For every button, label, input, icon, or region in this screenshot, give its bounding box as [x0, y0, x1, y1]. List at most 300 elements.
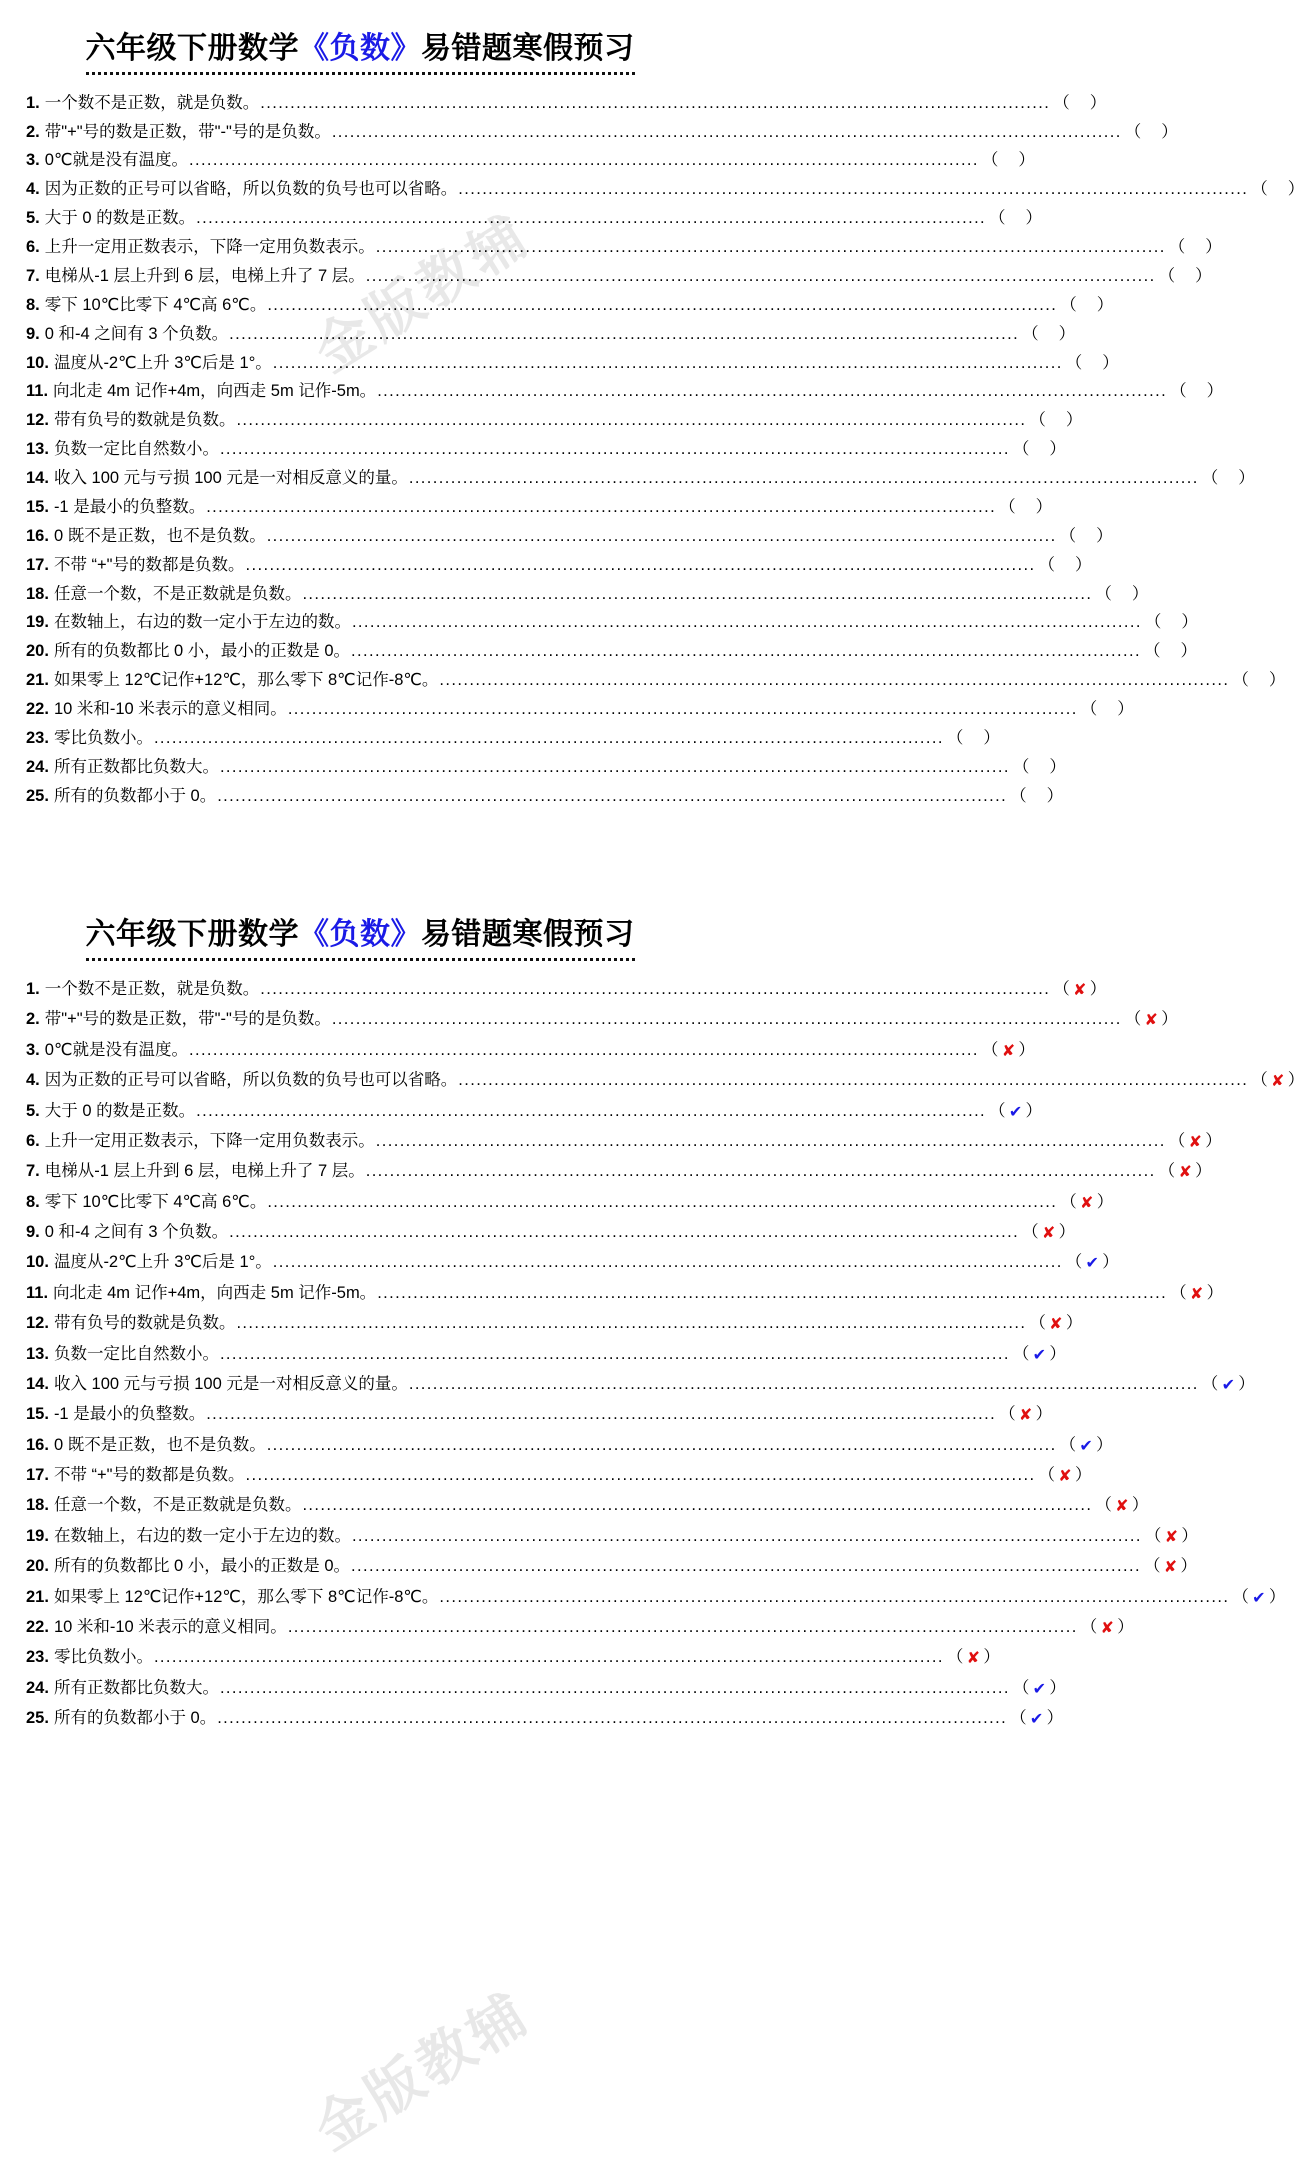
question-row [26, 1400, 1053, 1430]
paren-right: ） [1018, 151, 1035, 170]
paren-right: ） [1058, 324, 1076, 343]
question-text: 一个数不是正数，就是负数。 [44, 93, 260, 112]
question-text: 一个数不是正数，就是负数。 [44, 980, 260, 999]
paren-right: ） [1096, 526, 1113, 545]
title-prefix: 六年级下册数学 [85, 918, 299, 952]
question-row [26, 464, 1255, 493]
paren-left: （ [1201, 469, 1219, 488]
leader-dots [409, 1376, 1199, 1392]
check-icon: ✔ [1252, 1589, 1266, 1607]
paren-right: ） [1074, 555, 1092, 574]
paren-right: ） [1180, 642, 1197, 661]
question-row [26, 1704, 1064, 1734]
question-list-blank [26, 89, 1304, 811]
question-number: 23. [26, 1648, 49, 1667]
leader-dots [439, 672, 1229, 688]
paren-right: ） [1117, 700, 1134, 719]
answer-box-filled[interactable] [946, 1648, 1000, 1668]
answer-box-filled[interactable] [1038, 1466, 1092, 1486]
paren-right: ） [1206, 382, 1224, 401]
leader-dots [189, 1042, 979, 1058]
paren-left: （ [1095, 584, 1112, 603]
question-text: 所有的负数都小于 0。 [53, 786, 217, 805]
question-row [26, 1309, 1083, 1339]
paren-left: （ [1012, 1344, 1030, 1363]
check-icon: ✔ [1085, 1255, 1099, 1273]
answer-box-blank[interactable] [1080, 700, 1134, 719]
answer-box-blank[interactable] [1010, 786, 1064, 805]
leader-dots [236, 412, 1026, 428]
paren-right: ） [1049, 440, 1066, 459]
question-number: 25. [26, 1709, 49, 1728]
answer-box-blank[interactable] [1170, 382, 1224, 401]
leader-dots [236, 1315, 1026, 1331]
question-row [26, 348, 1119, 377]
question-text: 10 米和-10 米表示的意义相同。 [53, 700, 287, 719]
question-text: 收入 100 元与亏损 100 元是一对相反意义的量。 [53, 1374, 408, 1393]
answer-box-filled[interactable] [1251, 1071, 1304, 1091]
paren-right: ） [1205, 238, 1222, 257]
paren-right: ） [1238, 469, 1255, 488]
paren-right: ） [1181, 1526, 1198, 1545]
answer-box-filled[interactable] [1060, 1192, 1114, 1212]
question-text: 因为正数的正号可以省略，所以负数的负号也可以省略。 [44, 1071, 458, 1090]
cross-icon: ✘ [1189, 1285, 1204, 1303]
question-text: 负数一定比自然数小。 [53, 440, 219, 459]
cross-icon: ✘ [1072, 982, 1087, 1000]
paren-right: ） [1025, 209, 1043, 228]
paren-right: ） [1035, 497, 1053, 516]
question-text: 带有负号的数就是负数。 [53, 1314, 236, 1333]
paren-left: （ [1022, 1223, 1039, 1242]
question-text: 向北走 4m 记作+4m，向西走 5m 记作-5m。 [53, 382, 377, 401]
paren-left: （ [989, 1101, 1006, 1120]
question-row [26, 1491, 1149, 1521]
question-number: 13. [26, 440, 49, 459]
question-text: 带"+"号的数是正数，带"-"号的是负数。 [44, 1010, 331, 1029]
leader-dots [332, 1011, 1122, 1027]
answer-box-blank[interactable] [1168, 238, 1222, 257]
leader-dots [332, 124, 1122, 140]
paren-right: ） [983, 728, 1000, 747]
paren-right: ） [1096, 295, 1114, 314]
leader-dots [302, 1497, 1092, 1513]
question-number: 18. [26, 1496, 49, 1515]
paren-right: ） [1206, 1283, 1224, 1302]
answer-box-filled[interactable] [1143, 1557, 1197, 1577]
paren-right: ） [1161, 1010, 1178, 1029]
paren-left: （ [1080, 1617, 1098, 1636]
paren-left: （ [1053, 980, 1070, 999]
paren-left: （ [989, 209, 1006, 228]
question-row [26, 377, 1224, 406]
answer-box-filled[interactable] [1012, 1344, 1066, 1364]
question-row [26, 782, 1064, 811]
answer-box-filled[interactable] [1065, 1253, 1119, 1273]
question-number: 6. [26, 1131, 40, 1150]
leader-dots [351, 1558, 1141, 1574]
title-suffix: 易错题寒假预习 [421, 32, 635, 65]
paren-right: ） [1102, 1253, 1119, 1272]
check-icon: ✔ [1029, 1711, 1044, 1729]
leader-dots [439, 1589, 1229, 1605]
question-row [26, 522, 1113, 551]
paren-right: ） [1195, 1162, 1212, 1181]
leader-dots [273, 355, 1063, 371]
paren-left: （ [1059, 1435, 1077, 1454]
answer-box-filled[interactable] [1095, 1496, 1149, 1516]
question-number: 19. [26, 613, 49, 632]
cross-icon: ✘ [1144, 1012, 1158, 1030]
question-number: 4. [26, 1071, 40, 1090]
question-number: 11. [26, 1283, 49, 1302]
question-number: 9. [26, 324, 40, 343]
question-text: 所有的负数都小于 0。 [53, 1709, 217, 1728]
paren-left: （ [1143, 1557, 1161, 1576]
question-row [26, 435, 1066, 464]
paren-right: ） [1268, 671, 1286, 690]
leader-dots [376, 1133, 1166, 1149]
answer-box-blank[interactable] [1065, 353, 1119, 372]
paren-left: （ [1022, 324, 1039, 343]
question-row [26, 233, 1222, 262]
question-number: 19. [26, 1526, 49, 1545]
question-text: 不带 “+"号的数都是负数。 [53, 555, 245, 574]
leader-dots [217, 788, 1007, 804]
question-text: 所有的负数都比 0 小，最小的正数是 0。 [53, 642, 351, 661]
leader-dots [154, 730, 944, 746]
question-row [26, 551, 1092, 580]
paren-right: ） [1195, 266, 1212, 285]
question-row [26, 1582, 1286, 1612]
check-icon: ✔ [1032, 1346, 1047, 1364]
answer-box-filled[interactable] [1053, 980, 1107, 1000]
title-suffix: 易错题寒假预习 [421, 918, 635, 952]
answer-box-filled[interactable] [989, 1101, 1043, 1121]
paren-left: （ [1124, 122, 1142, 141]
paren-right: ） [983, 1648, 1000, 1667]
question-number: 8. [26, 295, 40, 314]
answer-box-blank[interactable] [1012, 757, 1066, 776]
page-title-2 [26, 916, 694, 961]
question-row [26, 579, 1149, 608]
question-number: 3. [26, 151, 40, 170]
leader-dots [288, 701, 1078, 717]
check-icon: ✔ [1032, 1680, 1047, 1698]
question-text: 零下 10℃比零下 4℃高 6℃。 [44, 1192, 267, 1211]
paren-right: ） [1046, 1709, 1064, 1728]
question-text: 零比负数小。 [53, 728, 153, 747]
question-text: 0 既不是正数，也不是负数。 [53, 526, 266, 545]
paren-left: （ [981, 151, 999, 170]
leader-dots [302, 586, 1092, 602]
question-text: 任意一个数，不是正数就是负数。 [53, 584, 302, 603]
question-number: 3. [26, 1040, 40, 1059]
paren-left: （ [1012, 757, 1030, 776]
paren-left: （ [1232, 1587, 1249, 1606]
question-number: 21. [26, 1587, 49, 1606]
question-row [26, 175, 1304, 204]
paren-right: ） [1268, 1587, 1286, 1606]
answer-box-filled[interactable] [1201, 1374, 1255, 1394]
question-row [26, 1339, 1066, 1369]
question-text: 零下 10℃比零下 4℃高 6℃。 [44, 295, 267, 314]
question-text: 上升一定用正数表示，下降一定用负数表示。 [44, 238, 375, 257]
leader-dots [229, 1224, 1019, 1240]
question-number: 22. [26, 700, 49, 719]
question-number: 17. [26, 1466, 49, 1485]
question-row [26, 1370, 1255, 1400]
question-number: 6. [26, 238, 40, 257]
leader-dots [377, 383, 1167, 399]
question-number: 15. [26, 497, 49, 516]
leader-dots [352, 1528, 1142, 1544]
question-text: 所有正数都比负数大。 [53, 1678, 219, 1697]
paren-left: （ [1012, 1678, 1030, 1697]
leader-dots [366, 268, 1156, 284]
paren-left: （ [1080, 700, 1098, 719]
question-text: 0℃就是没有温度。 [44, 1040, 188, 1059]
answer-box-filled[interactable] [999, 1405, 1053, 1425]
paren-left: （ [946, 1648, 964, 1667]
paren-left: （ [1060, 295, 1077, 314]
leader-dots [246, 1467, 1036, 1483]
cross-icon: ✘ [1018, 1407, 1033, 1425]
question-row [26, 1036, 1035, 1066]
paren-left: （ [1060, 1192, 1077, 1211]
leader-dots [351, 643, 1141, 659]
question-row [26, 724, 1000, 753]
leader-dots [154, 1649, 944, 1665]
answer-box-filled[interactable] [1029, 1314, 1083, 1334]
cross-icon: ✘ [966, 1650, 981, 1668]
answer-box-blank[interactable] [1059, 526, 1113, 545]
title-accent: 《负数》 [299, 918, 421, 952]
answer-box-filled[interactable] [981, 1040, 1035, 1060]
paren-left: （ [1170, 382, 1187, 401]
paren-right: ） [1117, 1617, 1134, 1636]
leader-dots [267, 1437, 1057, 1453]
question-number: 2. [26, 1010, 40, 1029]
question-row [26, 1522, 1198, 1552]
check-icon: ✔ [1008, 1103, 1023, 1121]
question-number: 1. [26, 980, 40, 999]
cross-icon: ✘ [1270, 1073, 1285, 1091]
question-number: 18. [26, 584, 49, 603]
title-text [86, 916, 635, 961]
question-row [26, 1157, 1212, 1187]
question-text: 10 米和-10 米表示的意义相同。 [53, 1617, 287, 1636]
question-text: -1 是最小的负整数。 [53, 497, 206, 516]
leader-dots [409, 470, 1199, 486]
question-number: 20. [26, 1557, 49, 1576]
question-number: 5. [26, 209, 40, 228]
paren-right: ） [1096, 1192, 1114, 1211]
paren-left: （ [1158, 1162, 1176, 1181]
paren-left: （ [1232, 671, 1249, 690]
answer-box-blank[interactable] [1029, 411, 1083, 430]
paren-left: （ [1038, 555, 1055, 574]
paren-right: ） [1074, 1466, 1092, 1485]
answer-box-blank[interactable] [1038, 555, 1092, 574]
paren-right: ） [1131, 1496, 1149, 1515]
question-text: 上升一定用正数表示，下降一定用负数表示。 [44, 1131, 375, 1150]
question-number: 23. [26, 728, 49, 747]
question-text: 如果零上 12℃记作+12℃，那么零下 8℃记作-8℃。 [53, 671, 439, 690]
answer-box-blank[interactable] [1251, 180, 1304, 199]
answer-box-blank[interactable] [1095, 584, 1149, 603]
answer-box-blank[interactable] [1012, 440, 1066, 459]
section-divider-space [0, 810, 720, 898]
watermark-text: 金版教辅 [303, 1981, 541, 2162]
cross-icon: ✘ [1100, 1619, 1114, 1637]
question-number: 24. [26, 757, 49, 776]
leader-dots [288, 1619, 1078, 1635]
paren-right: ） [1049, 757, 1066, 776]
question-row [26, 89, 1107, 118]
paren-right: ） [1089, 980, 1107, 999]
question-text: 带有负号的数就是负数。 [53, 411, 236, 430]
leader-dots [366, 1163, 1156, 1179]
question-row [26, 1218, 1076, 1248]
question-text: 收入 100 元与亏损 100 元是一对相反意义的量。 [53, 469, 408, 488]
leader-dots [260, 981, 1050, 997]
paren-right: ） [1161, 122, 1178, 141]
paren-left: （ [981, 1040, 999, 1059]
watermark-text: 金版教辅 [303, 202, 541, 384]
answer-box-filled[interactable] [1010, 1709, 1064, 1729]
answer-box-blank[interactable] [989, 209, 1043, 228]
answer-box-blank[interactable] [1060, 295, 1114, 314]
paren-left: （ [1170, 1283, 1187, 1302]
answer-box-filled[interactable] [1168, 1131, 1222, 1151]
cross-icon: ✘ [1164, 1528, 1179, 1546]
leader-dots [220, 441, 1010, 457]
paren-right: ） [1238, 1374, 1255, 1393]
answer-box-blank[interactable] [1143, 642, 1197, 661]
question-row [26, 1461, 1092, 1491]
question-row [26, 975, 1107, 1005]
answer-box-blank[interactable] [946, 728, 1000, 747]
leader-dots [220, 759, 1010, 775]
leader-dots [267, 1194, 1057, 1210]
paren-left: （ [1201, 1374, 1219, 1393]
question-text: 温度从-2℃上升 3℃后是 1°。 [53, 353, 272, 372]
leader-dots [217, 1710, 1007, 1726]
worksheet-section-blank [0, 0, 1304, 810]
question-row [26, 695, 1134, 724]
check-icon: ✔ [1079, 1437, 1093, 1455]
answer-box-filled[interactable] [1232, 1587, 1286, 1607]
cross-icon: ✘ [1001, 1042, 1016, 1060]
paren-left: （ [1012, 440, 1030, 459]
paren-left: （ [1158, 266, 1176, 285]
question-number: 4. [26, 180, 40, 199]
paren-right: ） [1018, 1040, 1035, 1059]
question-text: 在数轴上，右边的数一定小于左边的数。 [53, 613, 351, 632]
question-row [26, 1431, 1113, 1461]
question-row [26, 117, 1178, 146]
question-row [26, 493, 1053, 522]
paren-left: （ [1168, 238, 1186, 257]
question-text: 0 既不是正数，也不是负数。 [53, 1435, 266, 1454]
cross-icon: ✘ [1058, 1468, 1072, 1486]
question-text: 所有的负数都比 0 小，最小的正数是 0。 [53, 1557, 351, 1576]
paren-left: （ [1029, 411, 1046, 430]
question-number: 10. [26, 353, 49, 372]
question-text: 0℃就是没有温度。 [44, 151, 188, 170]
answer-box-blank[interactable] [999, 497, 1053, 516]
answer-box-filled[interactable] [1022, 1223, 1076, 1243]
question-number: 1. [26, 93, 40, 112]
paren-left: （ [999, 1405, 1016, 1424]
title-accent: 《负数》 [299, 32, 421, 65]
question-text: 因为正数的正号可以省略，所以负数的负号也可以省略。 [44, 180, 458, 199]
answer-box-filled[interactable] [1158, 1162, 1212, 1182]
question-text: 0 和-4 之间有 3 个负数。 [44, 1223, 229, 1242]
leader-dots [220, 1346, 1010, 1362]
answer-box-filled[interactable] [1080, 1617, 1134, 1637]
paren-right: ） [1049, 1678, 1066, 1697]
leader-dots [260, 95, 1050, 111]
question-text: 电梯从-1 层上升到 6 层，电梯上升了 7 层。 [44, 1162, 365, 1181]
question-row [26, 1066, 1304, 1096]
question-number: 24. [26, 1678, 49, 1697]
cross-icon: ✘ [1188, 1133, 1202, 1151]
answer-box-blank[interactable] [981, 151, 1035, 170]
answer-box-blank[interactable] [1053, 93, 1107, 112]
question-row [26, 1188, 1114, 1218]
leader-dots [246, 557, 1036, 573]
leader-dots [352, 614, 1142, 630]
answer-box-filled[interactable] [1012, 1678, 1066, 1698]
answer-box-filled[interactable] [1124, 1010, 1178, 1030]
question-number: 15. [26, 1405, 49, 1424]
leader-dots [376, 239, 1166, 255]
answer-box-blank[interactable] [1232, 671, 1286, 690]
question-number: 12. [26, 411, 49, 430]
question-number: 14. [26, 469, 49, 488]
answer-box-blank[interactable] [1201, 469, 1255, 488]
leader-dots [206, 499, 996, 515]
question-number: 10. [26, 1253, 49, 1272]
paren-left: （ [1029, 1314, 1046, 1333]
answer-box-blank[interactable] [1022, 324, 1076, 343]
leader-dots [196, 1103, 986, 1119]
answer-box-blank[interactable] [1124, 122, 1178, 141]
question-number: 8. [26, 1192, 40, 1211]
question-number: 2. [26, 122, 40, 141]
question-text: 电梯从-1 层上升到 6 层，电梯上升了 7 层。 [44, 266, 365, 285]
check-icon: ✔ [1221, 1376, 1235, 1394]
paren-left: （ [1251, 180, 1268, 199]
answer-box-filled[interactable] [1170, 1283, 1224, 1303]
question-row [26, 666, 1286, 695]
paren-right: ） [1065, 411, 1083, 430]
paren-left: （ [1010, 786, 1027, 805]
question-text: 如果零上 12℃记作+12℃，那么零下 8℃记作-8℃。 [53, 1587, 439, 1606]
question-text: 任意一个数，不是正数就是负数。 [53, 1496, 302, 1515]
answer-box-filled[interactable] [1144, 1526, 1198, 1546]
question-number: 7. [26, 266, 40, 285]
page-title [26, 30, 694, 75]
answer-box-blank[interactable] [1158, 266, 1212, 285]
paren-right: ） [1180, 1557, 1197, 1576]
answer-box-filled[interactable] [1059, 1435, 1113, 1455]
answer-box-blank[interactable] [1144, 613, 1198, 632]
paren-right: ） [1049, 1344, 1066, 1363]
cross-icon: ✘ [1080, 1194, 1094, 1212]
